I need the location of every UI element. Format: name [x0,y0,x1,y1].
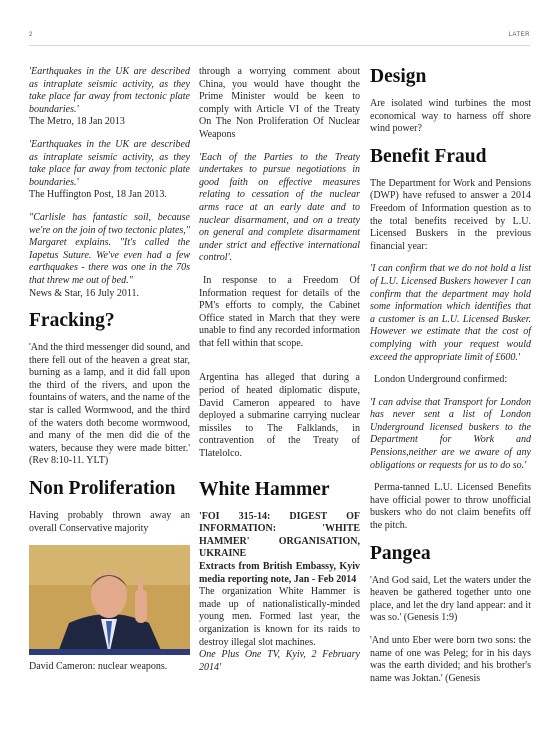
np-continued: through a worrying comment about China, you would have thought the Prime Minister would be keen to comply with Article VI of the Treaty On The Non Proliferation Of Nuclear Weapons [199,66,360,140]
page-number: 2 [29,32,33,38]
dwp-quote: 'I can confirm that we do not hold a list of L.U. Licensed Buskers however I can confirm that the department may hold some information which identifies that a customer is an L.U. Licensed Busker. However we estimate that the cost of complying with your request would exceed the appropriate limit of £600.' [370,263,531,363]
foi-response: In response to a Freedom Of Information request for details of the PM's efforts to comply, the Cabinet Office stated in March that they were unable to find any recorded information that fell within that scope. [199,274,360,349]
lu-confirmed: London Underground confirmed: [374,374,508,386]
heading-benefit-fraud: Benefit Fraud [370,145,487,167]
treaty-quote: 'Each of the Parties to the Treaty undertakes to pursue negotiations in good faith on effective measures relating to cessation of the nuclear arms race at an early date and to nuclear disarmament, and on a treaty on general and complete disarmament under strict and effective international control'. [199,151,360,264]
header-rule [29,45,530,46]
perma-tanned-paragraph: Perma-tanned L.U. Licensed Benefits have official power to throw unofficial buskers who do not claim benefits off the pitch. [370,482,531,532]
column-2 [199,66,360,684]
design-text: Are isolated wind turbines the most economical way to harness off shore wind power? [370,98,531,135]
embassy-extract-title: Extracts from British Embassy, Kyiv media reporting note, Jan - Feb 2014 [199,561,360,585]
heading-white-hammer: White Hammer [199,478,330,500]
heading-non-proliferation: Non Proliferation [29,478,176,500]
photo-caption: David Cameron: nuclear weapons. [29,661,168,673]
argentina-paragraph: Argentina has alleged that during a period of heated diplomatic dispute, David Cameron appeared to have deployed a submarine carrying nuclear missiles to The Falklands, in contravention of the Treaty of Tlatelolco. [199,372,360,460]
quote-carlisle: "Carlisle has fantastic soil, because we're on the join of two tectonic plates," Margaret explains. "It's called the Iapetus Suture. We've even had a few earthquakes - there was one in the 70s that threw me out of bed." [29,211,190,286]
running-title: LATER [508,32,530,38]
quote-huffington: 'Earthquakes in the UK are described as intraplate seismic activity, as they take place far away from tectonic plate boundaries.' [29,138,190,188]
dwp-paragraph: The Department for Work and Pensions (DWP) have refused to answer a 2014 Freedom of Information question as to the total benefits received by L.U. Licensed Buskers in the previous financial year: [370,177,531,252]
fracking-quote: 'And the third messenger did sound, and there fell out of the heaven a great star, burning as a lamp, and it did fall upon the third of the rivers, and upon the fountains of waters, and the name of the star is called Wormwood, and the third of the waters doth become wormwood, and many of the men did die of the waters, because they were made bitter.' (Rev 8:10-11. YLT) [29,342,190,467]
column-1 [29,66,190,674]
white-hammer-source: One Plus One TV, Kyiv, 2 February 2014' [199,649,360,673]
white-hammer-text: The organization White Hammer is made up of nationalistically-minded young men. Formed last year, the organization is known for its raids to destroy illegal slot machines. [199,586,360,648]
quote-metro: 'Earthquakes in the UK are described as intraplate seismic activity, as they take place far away from tectonic plate boundaries.' [29,66,190,115]
heading-design: Design [370,66,427,87]
heading-fracking: Fracking? [29,310,115,332]
foi-digest-title: 'FOI 315-14: DIGEST OF INFORMATION: 'WHITE HAMMER' ORGANISATION, UKRAINE [199,510,360,560]
tfl-quote: 'I can advise that Transport for London has never sent a list of London Underground licensed buskers to the Department for Work and Pensions,neither are we aware of any obligations or requests for us to do so.' [370,396,531,471]
non-proliferation-text: Having probably thrown away an overall Conservative majority [29,510,190,534]
source-huffington: The Huffington Post, 18 Jan 2013. [29,189,167,201]
genesis-quote-1: 'And God said, Let the waters under the heaven be gathered together unto one place, and let the dry land appear: and it was so.' (Genesis 1:9) [370,574,531,624]
column-3 [370,66,531,695]
source-metro: The Metro, 18 Jan 2013 [29,116,125,128]
genesis-quote-2: 'And unto Eber were born two sons: the name of one was Peleg; for in his days was the earth divided; and his brother's name was Joktan.' (Genesis [370,635,531,684]
page-header [29,32,530,44]
heading-pangea: Pangea [370,542,431,564]
cameron-photo [29,545,190,655]
source-news-star: News & Star, 16 July 2011. [29,287,140,299]
